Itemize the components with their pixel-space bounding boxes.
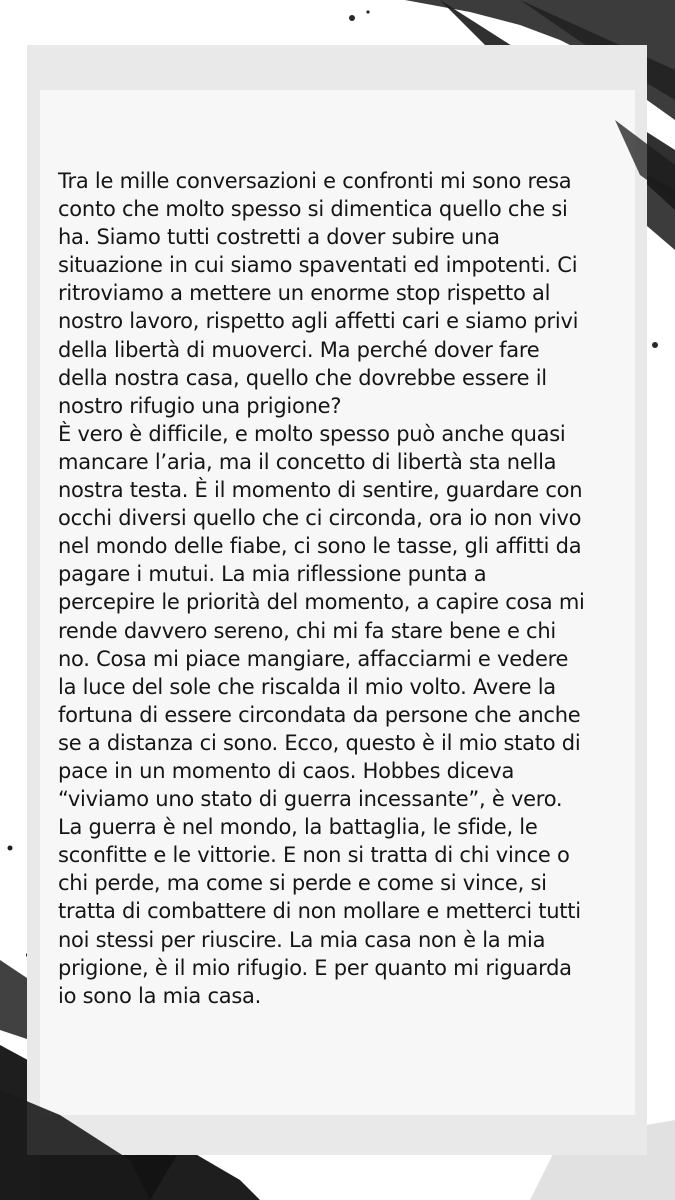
text-line: occhi diversi quello che ci circonda, ora io non vivo	[58, 506, 582, 531]
text-line: nostra testa. È il momento di sentire, guardare con	[58, 478, 583, 503]
text-line: della nostra casa, quello che dovrebbe essere il	[58, 365, 547, 390]
text-line: nostro rifugio una prigione?	[58, 393, 342, 418]
text-line: rende davvero sereno, chi mi fa stare bene e chi	[58, 618, 556, 643]
text-line: nostro lavoro, rispetto agli affetti cari e siamo privi	[58, 309, 579, 334]
text-line: ha. Siamo tutti costretti a dover subire una	[58, 225, 500, 250]
text-line: la luce del sole che riscalda il mio volto. Avere la	[58, 674, 556, 699]
text-line: se a distanza ci sono. Ecco, questo è il mio stato di	[58, 730, 581, 755]
text-line: nel mondo delle fiabe, ci sono le tasse, gli affitti da	[58, 534, 582, 559]
text-line: percepire le priorità del momento, a capire cosa mi	[58, 590, 585, 615]
text-line: no. Cosa mi piace mangiare, affacciarmi e vedere	[58, 646, 569, 671]
text-line: conto che molto spesso si dimentica quello che si	[58, 197, 568, 222]
text-line: della libertà di muoverci. Ma perché dover fare	[58, 337, 540, 362]
text-line: io sono la mia casa.	[58, 983, 262, 1008]
text-line: fortuna di essere circondata da persone che anche	[58, 702, 581, 727]
text-line: sconfitte e le vittorie. E non si tratta di chi vince o	[58, 843, 570, 868]
text-line: pagare i mutui. La mia riflessione punta a	[58, 562, 487, 587]
text-line: mancare l’aria, ma il concetto di libertà sta nella	[58, 449, 557, 474]
text-line: prigione, è il mio rifugio. E per quanto mi riguarda	[58, 955, 572, 980]
body-text	[58, 167, 628, 1010]
text-line: ritroviamo a mettere un enorme stop rispetto al	[58, 281, 551, 306]
text-line: chi perde, ma come si perde e come si vince, si	[58, 871, 547, 896]
text-line: noi stessi per riuscire. La mia casa non è la mia	[58, 927, 546, 952]
text-line: La guerra è nel mondo, la battaglia, le sfide, le	[58, 815, 538, 840]
text-line: tratta di combattere di non mollare e metterci tutti	[58, 899, 581, 924]
text-line: “viviamo uno stato di guerra incessante”, è vero.	[58, 787, 563, 812]
text-line: È vero è difficile, e molto spesso può anche quasi	[58, 421, 566, 446]
text-line: pace in un momento di caos. Hobbes diceva	[58, 758, 515, 783]
text-line: situazione in cui siamo spaventati ed impotenti. Ci	[58, 253, 578, 278]
text-line: Tra le mille conversazioni e confronti mi sono resa	[58, 169, 572, 193]
